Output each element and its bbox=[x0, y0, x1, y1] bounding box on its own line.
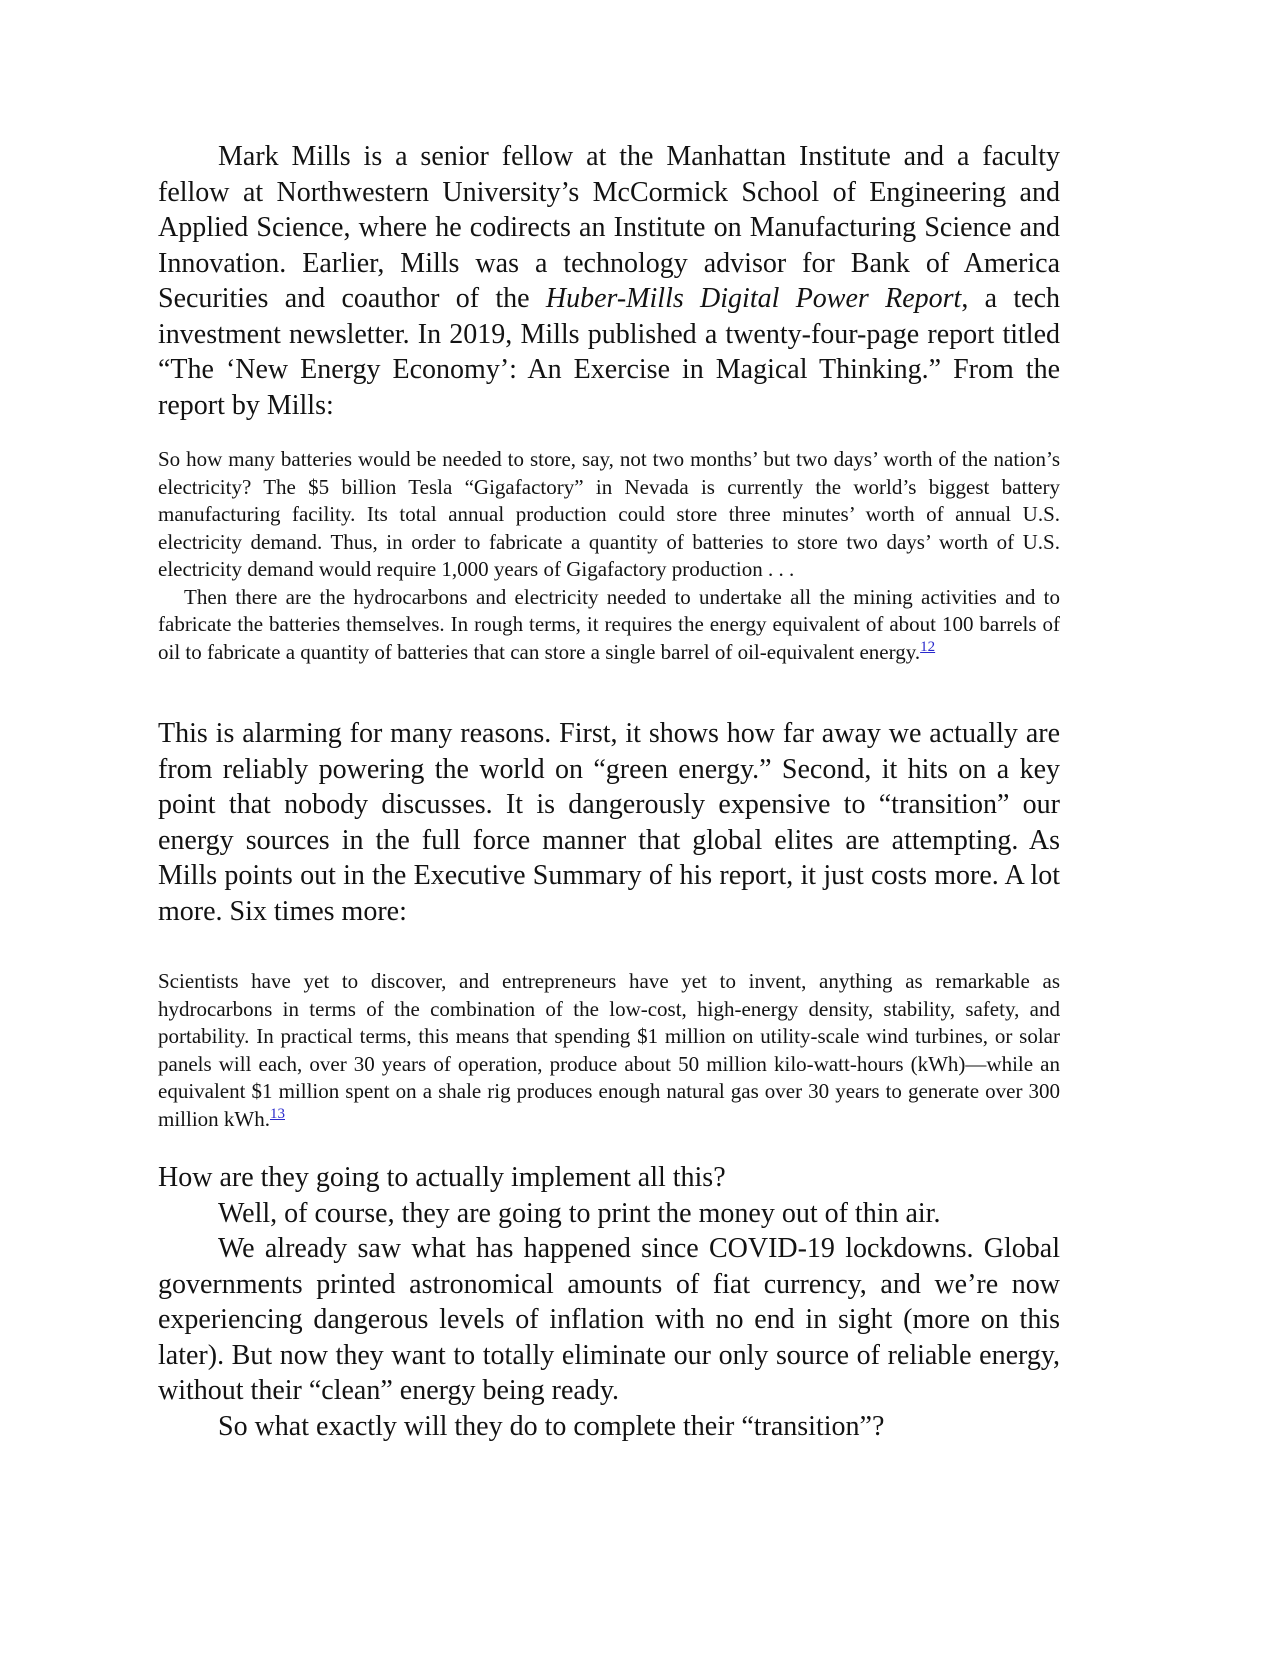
paragraph-covid-inflation: We already saw what has happened since COVID-19 lockdowns. Global governments printed astronomical amounts of fiat currency, and we’re now experiencing dangerous levels of inflation with no end in sight (more on this later). But now they want to totally eliminate our only source of reliable energy, without their “clean” energy being ready. bbox=[158, 1233, 1060, 1406]
block-quote-gigafactory bbox=[158, 446, 1060, 666]
paragraph-intro-mark-mills bbox=[158, 139, 1060, 423]
quote-hydrocarbons-text: Scientists have yet to discover, and entrepreneurs have yet to invent, anything as remarkable as hydrocarbons in terms of the combination of the low-cost, high-energy density, stability, safety, and portability. In practical terms, this means that spending $1 million on utility-scale wind turbines, or solar panels will each, over 30 years of operation, produce about 50 million kilo-watt-hours (kWh)—while an equivalent $1 million spent on a shale rig produces enough natural gas over 30 years to generate over 300 million kWh. bbox=[158, 969, 1060, 1131]
block-quote-hydrocarbons bbox=[158, 968, 1060, 1133]
italic-report-title: Huber-Mills Digital Power Report bbox=[545, 283, 962, 314]
quote-hydrocarbons-paragraph bbox=[158, 968, 1060, 1133]
paragraph-transition-question: So what exactly will they do to complete their “transition”? bbox=[218, 1410, 885, 1442]
footnote-link-12[interactable]: 12 bbox=[920, 638, 936, 655]
footnote-link-13[interactable]: 13 bbox=[270, 1105, 285, 1122]
paragraph-implement-question: How are they going to actually implement all this? bbox=[158, 1162, 726, 1193]
quote-gigafactory-paragraph-1: So how many batteries would be needed to store, say, not two months’ but two days’ worth of the nation’s electricity? The $5 billion Tesla “Gigafactory” in Nevada is currently the world’s biggest battery manufacturing facility. Its total annual production could store three minutes’ worth of annual U.S. electricity demand. Thus, in order to fabricate a quantity of batteries to store two days’ worth of U.S. electricity demand would require 1,000 years of Gigafactory production . . . bbox=[158, 447, 1060, 581]
paragraph-print-money: Well, of course, they are going to print the money out of thin air. bbox=[218, 1197, 941, 1229]
intro-text-before-title: Mark Mills is a senior fellow at the Manhattan Institute and a faculty fellow at Northwestern University’s McCormick School of Engineering and Applied Science, where he codirects an Institute on Manufacturing Science and Innovation. Earlier, Mills was a technology advisor for Bank of America Securities and coauthor of the bbox=[158, 141, 1060, 314]
quote-gigafactory-paragraph-2 bbox=[158, 584, 1060, 667]
quote-gigafactory-paragraph-2-text: Then there are the hydrocarbons and electricity needed to undertake all the mining activities and to fabricate the batteries themselves. In rough terms, it requires the energy equivalent of about 100 barrels of oil to fabricate a quantity of batteries that can store a single barrel of oil-equivalent energy. bbox=[158, 584, 1060, 664]
paragraph-alarming: This is alarming for many reasons. First, it shows how far away we actually are from reliably powering the world on “green energy.” Second, it hits on a key point that nobody discusses. It is dangerously expensive to “transition” our energy sources in the full force manner that global elites are attempting. As Mills points out in the Executive Summary of his report, it just costs more. A lot more. Six times more: bbox=[158, 718, 1060, 927]
intro-text-after-title: , a tech investment newsletter. In 2019, Mills published a twenty-four-page report titled “The ‘New Energy Economy’: An Exercise in Magical Thinking.” From the report by Mills: bbox=[158, 283, 1061, 421]
